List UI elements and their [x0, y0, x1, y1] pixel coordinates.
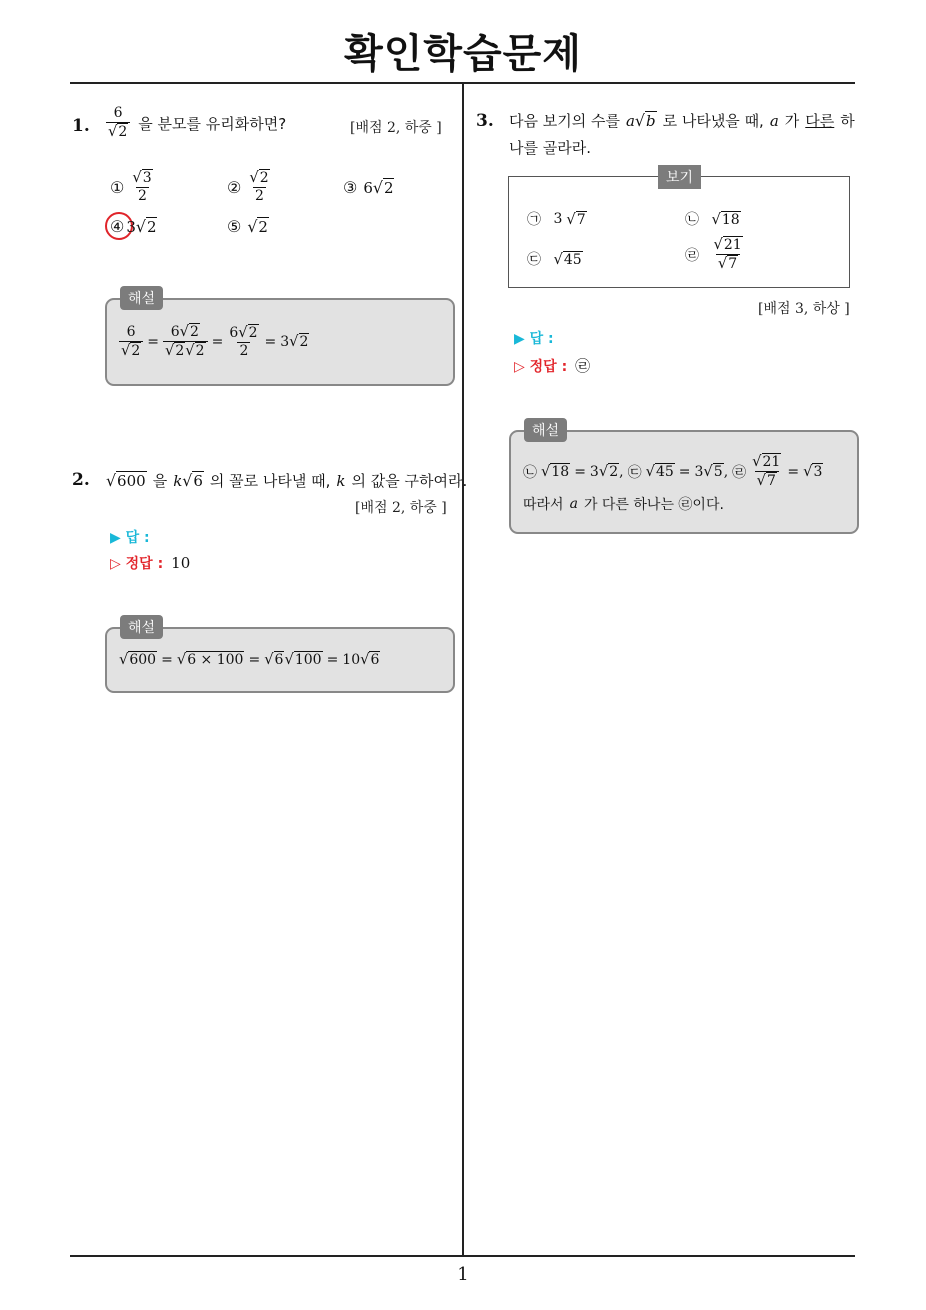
column-divider — [462, 83, 464, 1256]
q2-answer-label: ▶ 답 : — [110, 530, 150, 546]
q3-bogi-item-1: ㉠ 3 √7 — [527, 210, 586, 228]
q1-stem — [106, 106, 286, 141]
q1-option-1[interactable]: ① $\frac{√3}{2}$ — [110, 169, 152, 205]
q1-explanation-box — [105, 298, 455, 386]
q1-text: 을 분모를 유리화하면? — [138, 114, 287, 133]
q3-stem-line1: 다음 보기의 수를 a√b 로 나타냈을 때, a 가 다른 하 — [509, 111, 855, 130]
q3-bogi-box — [508, 176, 850, 288]
q1-option-2[interactable]: ② $\frac{√2}{2}$ — [227, 169, 269, 205]
q1-option-5[interactable]: ⑤ √2 — [227, 217, 268, 236]
q3-answer-label: ▶ 답 : — [514, 331, 554, 347]
q1-option-4[interactable]: ④ 3√2 — [110, 217, 157, 236]
q1-fraction: $\frac{6}{√2}$ — [106, 106, 130, 141]
page-title: 확인학습문제 — [344, 31, 582, 77]
q2-correct-answer: ▷ 정답 : 10 — [110, 554, 191, 572]
q3-explanation-tag: 해설 — [524, 418, 567, 442]
q3-score: [배점 3, 하상 ] — [758, 301, 850, 317]
q3-bogi-tag: 보기 — [658, 165, 701, 189]
q1-option-3[interactable]: ③ 6√2 — [343, 178, 394, 197]
q3-number: 3. — [476, 111, 494, 131]
q3-stem-line2: 나를 골라라. — [509, 139, 591, 157]
q2-stem: √600 을 k√6 의 꼴로 나타낼 때, k 의 값을 구하여라. — [106, 471, 468, 490]
q3-explanation-line2: 따라서 a 가 다른 하나는 ㉣이다. — [523, 496, 724, 513]
q1-number: 1. — [72, 116, 90, 136]
q3-explanation-box — [509, 430, 859, 534]
q1-explanation-tag: 해설 — [120, 286, 163, 310]
q3-bogi-item-4: ㉣ $\frac{√21}{√7}$ — [685, 236, 742, 273]
q3-correct-answer: ▷ 정답 : ㉣ — [514, 357, 591, 375]
q1-score: [배점 2, 하중 ] — [350, 120, 442, 136]
bottom-rule — [70, 1255, 855, 1257]
q1-explanation: $\frac{6}{√2}$ = $\frac{6√2}{√2√2}$ = $\frac{6√2}{2}$ = 3√2 — [121, 323, 309, 360]
q2-score: [배점 2, 하중 ] — [355, 500, 447, 516]
q3-bogi-item-3: ㉢ √45 — [527, 250, 582, 268]
q2-explanation-tag: 해설 — [120, 615, 163, 639]
q3-bogi-item-2: ㉡ √18 — [685, 210, 740, 228]
q2-explanation: √600 = √6 × 100 = √6√100 = 10√6 — [119, 651, 380, 668]
page-number: 1 — [457, 1264, 469, 1285]
q3-explanation-line1: ㉡ √18 = 3√2, ㉢ √45 = 3√5, ㉣ $\frac{√21}{√7}$ = √3 — [523, 453, 823, 490]
q2-number: 2. — [72, 470, 90, 490]
